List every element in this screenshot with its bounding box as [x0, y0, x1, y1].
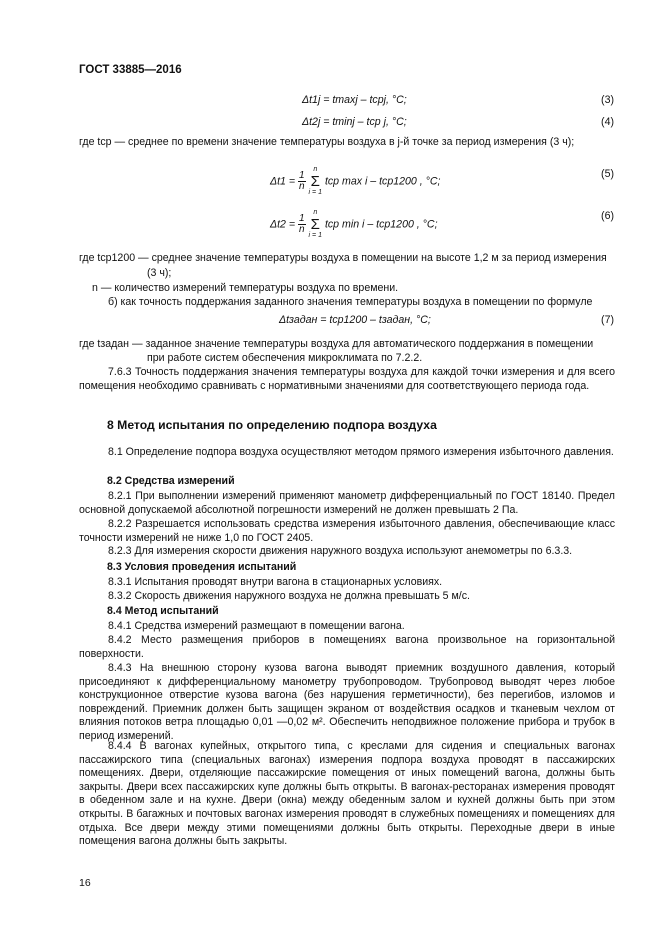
equation-5-number: (5) [601, 168, 614, 180]
equation-6-body: tср min i – tср1200 , °С; [324, 218, 438, 231]
paragraph-8-4-1: 8.4.1 Средства измерений размещают в помещении вагона. [108, 620, 405, 632]
definition-tzadan-continued: при работе систем обеспечения микроклимата по 7.2.2. [147, 352, 423, 364]
equation-6 [270, 209, 438, 240]
fraction-numerator: 1 [299, 170, 305, 181]
sigma-icon: Σ [310, 173, 320, 190]
sum-lower: i = 1 [308, 232, 322, 239]
equation-5-fraction [298, 171, 306, 192]
equation-6-sum [309, 209, 322, 240]
fraction-denominator: n [299, 224, 305, 235]
equation-5-sum [309, 166, 322, 197]
paragraph-8-2-1: 8.2.1 При выполнении измерений применяют манометр дифференциальный по ГОСТ 18140. Предел основной допускаемой абсолютной погрешности измерений не должен превышать 2 Па. [79, 490, 615, 516]
equation-5-body: tср max i – tср1200 , °С; [324, 175, 441, 188]
paragraph-8-4-3: 8.4.3 На внешнюю сторону кузова вагона выводят приемник воздушного давления, который присоединяют к дифференциальному манометру трубопроводом. Трубопровод выводят через любое конструкционное отверстие кузова вагона (без нарушения герметичности), без перегибов, изломов и повреждений. Приемник должен быть защищен экраном от воздействия осадков и тканевым чехлом от влияния потоков ветра площадью 0,01 —0,02 м². Обеспечить неподвижное положение прибора и трубок в период измерений. [79, 662, 615, 742]
fraction-denominator: n [299, 181, 305, 192]
equation-3: Δt1j = tmaxj – tcpj, °С; [302, 94, 407, 106]
fraction-numerator: 1 [299, 213, 305, 224]
page-number: 16 [79, 877, 91, 889]
item-b: б) как точность поддержания заданного значения температуры воздуха в помещении по формуле [108, 296, 593, 308]
paragraph-8-3-1: 8.3.1 Испытания проводят внутри вагона в стационарных условиях. [108, 576, 443, 588]
heading-8-2: 8.2 Средства измерений [107, 475, 235, 487]
equation-6-fraction [298, 214, 306, 235]
definition-t1200-continued: (3 ч); [147, 267, 172, 279]
heading-8-4: 8.4 Метод испытаний [107, 605, 219, 617]
sum-lower: i = 1 [308, 189, 322, 196]
paragraph-8-4-2: 8.4.2 Место размещения приборов в помещениях вагона произвольное на горизонтальной поверхности. [79, 634, 615, 660]
paragraph-8-2-2: 8.2.2 Разрешается использовать средства измерения избыточного давления, обеспечивающие класс точности измерений не ниже 1,0 по ГОСТ 2405. [79, 518, 615, 544]
heading-8-3: 8.3 Условия проведения испытаний [107, 561, 297, 573]
equation-4-number: (4) [601, 116, 614, 128]
equation-7: Δtзадан = tср1200 – tзадан, °С; [279, 314, 431, 326]
definition-t1200: где tср1200 — среднее значение температуры воздуха в помещении на высоте 1,2 м за период измерения [79, 252, 607, 264]
paragraph-8-3-2: 8.3.2 Скорость движения наружного воздуха не должна превышать 5 м/с. [108, 590, 470, 602]
paragraph-8-4-4: 8.4.4 В вагонах купейных, открытого типа, с креслами для сидения и специальных вагонах пассажирского типа (специальных вагонах) измерения подпора воздуха проводят в пассажирских помещениях. Двери, отделяющие пассажирские помещения от иных помещений вагона, должны быть закрыты. Двери всех пассажирских купе должны быть открыты. В вагонах-ресторанах измерения проводят в обеденном зале и на кухне. Двери (окна) между обеденным залом и кухней должны быть при этом открыты. В багажных и почтовых вагонах измерения проводят в служебных помещениях и помещениях для отдыха. Все двери между этими помещениями должны быть открыты. Переходные двери в иные помещения вагона должны быть закрыты. [79, 740, 615, 848]
sum-upper: n [313, 166, 318, 173]
equation-4: Δt2j = tminj – tср j, °С; [302, 116, 407, 128]
definition-n: n — количество измерений температуры воздуха по времени. [92, 282, 399, 294]
document-header: ГОСТ 33885—2016 [79, 64, 182, 76]
equation-3-number: (3) [601, 94, 614, 106]
paragraph-7-6-3: 7.6.3 Точность поддержания значения температуры воздуха для каждой точки измерения и для всего помещения необходимо сравнивать с нормативными значениями для соответствующего периода года. [79, 366, 615, 392]
equation-5 [270, 166, 440, 197]
equation-7-number: (7) [601, 314, 614, 326]
definition-tzadan: где tзадан — заданное значение температуры воздуха для автоматического поддержания в помещении [79, 338, 594, 350]
sigma-icon: Σ [310, 216, 320, 233]
equation-6-lhs: Δt2 = [270, 218, 296, 231]
equation-6-number: (6) [601, 210, 614, 222]
sum-upper: n [313, 209, 318, 216]
equation-5-lhs: Δt1 = [270, 175, 296, 188]
paragraph-8-2-3: 8.2.3 Для измерения скорости движения наружного воздуха используют анемометры по 6.3.3. [108, 545, 573, 557]
paragraph-8-1: 8.1 Определение подпора воздуха осуществляют методом прямого измерения избыточного давления. [108, 446, 614, 458]
definition-tcp: где tср — среднее по времени значение температуры воздуха в j-й точке за период измерения (3 ч); [79, 136, 575, 148]
section-8-title: 8 Метод испытания по определению подпора воздуха [107, 418, 437, 432]
